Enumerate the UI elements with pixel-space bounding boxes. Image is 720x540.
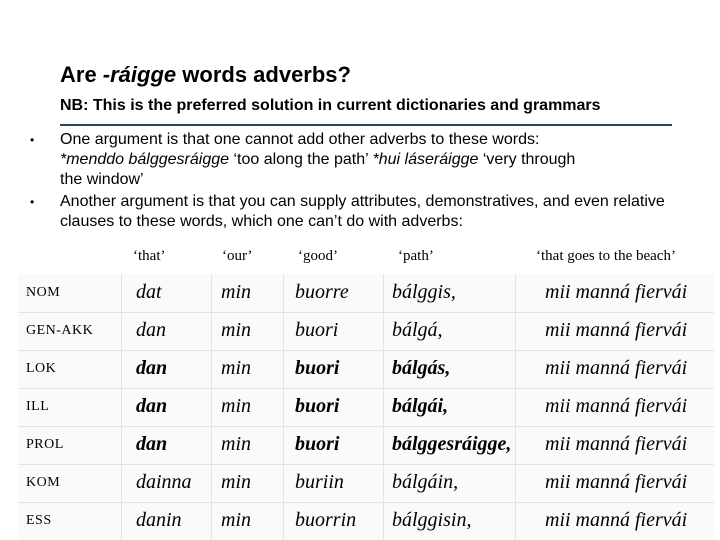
table-cell: buriin (295, 471, 344, 493)
gloss-beach: ‘that goes to the beach’ (536, 248, 676, 264)
table-cell: dan (136, 395, 168, 417)
example-1: *menddo bálggesráigge (60, 151, 230, 168)
gloss-path: ‘path’ (398, 248, 434, 264)
table-cell: bálgás, (392, 357, 451, 379)
table-cell: bálggesráigge, (392, 433, 512, 455)
table-cell: bálgáin, (392, 471, 459, 493)
table-row (18, 350, 714, 389)
table-cell: min (221, 509, 251, 531)
table-cell: mii manná fiervái (545, 395, 688, 417)
table-cell: mii manná fiervái (545, 509, 688, 531)
table-cell: dainna (136, 471, 192, 493)
table-row (18, 388, 714, 427)
case-label: ILL (26, 399, 50, 414)
table-row (18, 426, 714, 465)
table-cell: mii manná fiervái (545, 319, 688, 341)
case-label: ESS (26, 513, 52, 528)
table-cell: dan (136, 357, 168, 379)
table-cell: buorrin (295, 509, 357, 531)
case-label: LOK (26, 361, 57, 376)
case-label: NOM (26, 285, 61, 300)
page-subtitle: NB: This is the preferred solution in current dictionaries and grammars (60, 97, 601, 114)
title-divider (60, 124, 672, 126)
table-cell: mii manná fiervái (545, 357, 688, 379)
case-label: PROL (26, 437, 64, 452)
table-row (18, 274, 714, 313)
table-cell: buori (295, 357, 340, 379)
table-row (18, 502, 714, 540)
table-cell: buori (295, 395, 340, 417)
table-cell: buori (295, 319, 339, 341)
bullet-marker: • (30, 133, 35, 147)
paradigm-table (18, 274, 714, 540)
table-cell: bálggis, (392, 281, 456, 303)
bullet-marker: • (30, 195, 35, 209)
table-cell: mii manná fiervái (545, 281, 688, 303)
gloss-our: ‘our’ (222, 248, 253, 264)
table-cell: buori (295, 433, 340, 455)
table-cell: min (221, 395, 251, 417)
table-cell: min (221, 471, 251, 493)
table-row (18, 312, 714, 351)
table-cell: bálgá, (392, 319, 443, 341)
example-2: *hui láseráigge (372, 151, 479, 168)
table-cell: min (221, 433, 251, 455)
bullet-item-2: • Another argument is that you can supply attributes, demonstratives, and even relative clauses to these words, which one can’t do with adverbs: (30, 193, 665, 230)
table-cell: dan (136, 319, 166, 341)
table-cell: dan (136, 433, 168, 455)
case-label: GEN-AKK (26, 323, 94, 338)
table-cell: bálgái, (392, 395, 449, 417)
gloss-row (0, 248, 720, 270)
table-cell: mii manná fiervái (545, 433, 688, 455)
title-word: -ráigge (102, 62, 177, 87)
table-cell: danin (136, 509, 182, 531)
table-cell: min (221, 281, 251, 303)
table-cell: dat (136, 281, 162, 303)
table-cell: min (221, 357, 251, 379)
table-cell: min (221, 319, 251, 341)
page-title: Are -ráigge words adverbs? (60, 62, 351, 87)
table-row (18, 464, 714, 503)
table-cell: buorre (295, 281, 349, 303)
gloss-good: ‘good’ (298, 248, 338, 264)
bullet-list (30, 130, 680, 234)
bullet-item-1: • One argument is that one cannot add other adverbs to these words: *menddo bálggesráigge ‘too along the path’ *hui láseráigge ‘very through the window’ (30, 131, 576, 188)
table-cell: mii manná fiervái (545, 471, 688, 493)
case-label: KOM (26, 475, 61, 490)
table-cell: bálggisin, (392, 509, 472, 531)
gloss-that: ‘that’ (133, 248, 166, 264)
